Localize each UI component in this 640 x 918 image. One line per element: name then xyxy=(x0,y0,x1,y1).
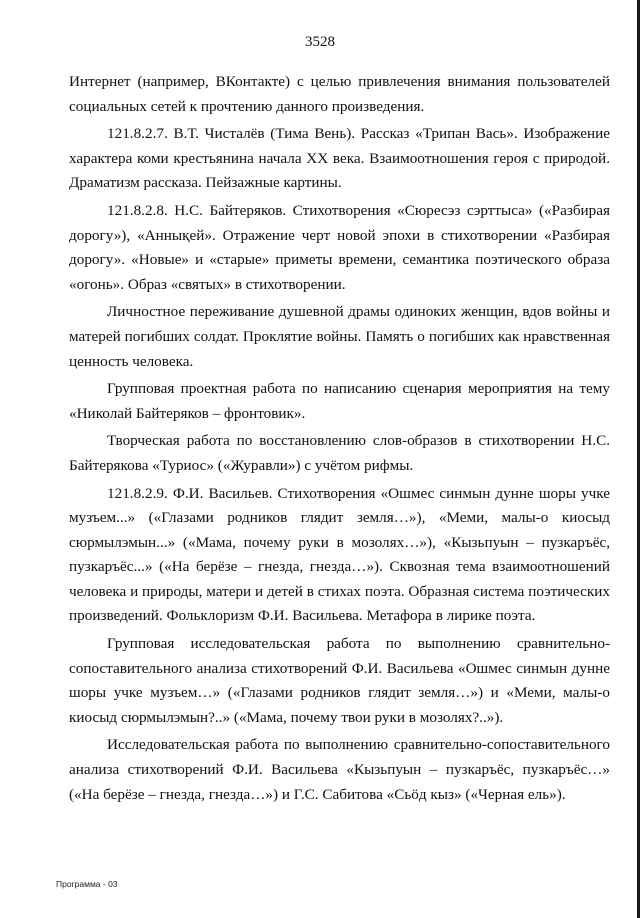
paragraph-chistalev: 121.8.2.7. В.Т. Чисталёв (Тима Вень). Рассказ «Трипан Вась». Изображение характера коми крестьянина начала XX века. Взаимоотношения героя с природой. Драматизм рассказа. Пейзажные картины. xyxy=(69,125,610,192)
page-number: 3528 xyxy=(305,34,335,50)
paragraph-group-project: Групповая проектная работа по написанию сценария мероприятия на тему «Николай Байтеряков – фронтовик». xyxy=(69,380,610,422)
paragraph-continuation: Интернет (например, ВКонтакте) с целью привлечения внимания пользователей социальных сетей к прочтению данного произведения. xyxy=(69,73,610,115)
document-body xyxy=(69,70,610,810)
paragraph-group-research: Групповая исследовательская работа по выполнению сравнительно-сопоставительного анализа стихотворений Ф.И. Васильева «Ошмес синмын дунне шоры учке музъем…» («Глазами родников глядит земля…») и «Меми, малы-о киосыд сюрмылэмын?..» («Мама, почему твои руки в мозолях?..»). xyxy=(69,635,610,726)
paragraph-research-work: Исследовательская работа по выполнению сравнительно-сопоставительного анализа стихотворений Ф.И. Васильева «Кызьпуын – пузкаръёс, пузкаръёс…» («На берёзе – гнезда, гнезда…») и Г.С. Сабитова «Сьӧд кыз» («Черная ель»). xyxy=(69,736,610,803)
paragraph-baiteryakov: 121.8.2.8. Н.С. Байтеряков. Стихотворения «Сюресэз сэрттыса» («Разбирая дорогу»), «Аннықей». Отражение черт новой эпохи в стихотворении «Разбирая дорогу». «Новые» и «старые» приметы времени, семантика поэтического образа «огонь». Образ «святых» в стихотворении. xyxy=(69,201,610,293)
paragraph-vasiliev: 121.8.2.9. Ф.И. Васильев. Стихотворения «Ошмес синмын дунне шоры учке музъем...» («Глазами родников глядит земля…»), «Меми, малы-о киосыд сюрмылэмын...» («Мама, почему руки в мозолях…»), «Кызьпуын – пузкаръёс, пузкаръёс...» («На берёзе – гнезда, гнезда…»). Сквозная тема взаимоотношений человека и природы, матери и детей в стихах поэта. Образная система поэтических произведений. Фольклоризм Ф.И. Васильева. Метафора в лирике поэта. xyxy=(69,484,610,625)
paragraph-war-widows: Личностное переживание душевной драмы одиноких женщин, вдов войны и матерей погибших солдат. Проклятие войны. Память о погибших как нравственная ценность человека. xyxy=(69,303,610,370)
paragraph-creative-work: Творческая работа по восстановлению слов-образов в стихотворении Н.С. Байтерякова «Туриос» («Журавли») с учётом рифмы. xyxy=(69,432,610,474)
footer-label: Программа - 03 xyxy=(56,879,118,889)
